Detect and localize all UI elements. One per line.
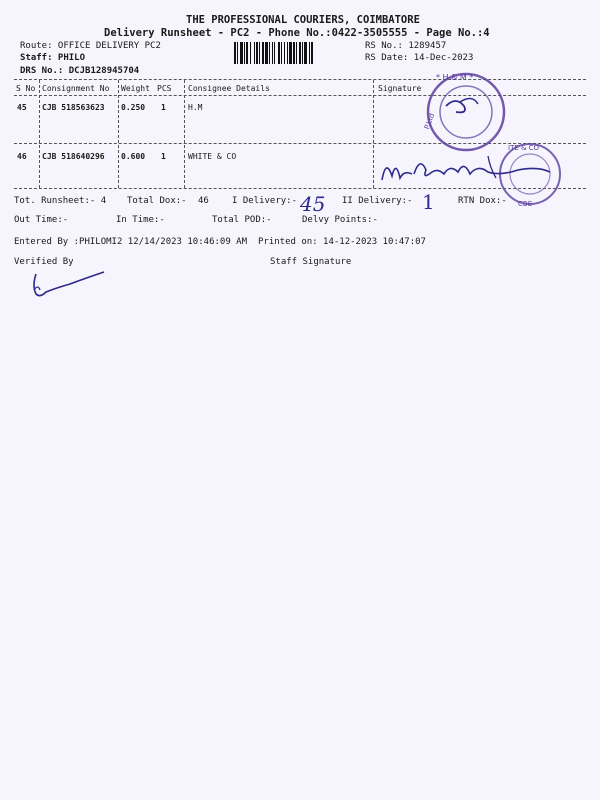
staff-signature-label: Staff Signature (270, 257, 352, 267)
in-time-label: In Time:- (116, 215, 165, 225)
i-delivery-label: I Delivery:- (232, 196, 298, 206)
row1-pcs: 1 (161, 103, 166, 112)
row2-pcs: 1 (161, 152, 166, 161)
rs-number: RS No.: 1289457 (365, 41, 447, 51)
row2-consignment: CJB 518640296 (42, 152, 105, 161)
delvy-points-label: Delvy Points:- (302, 215, 378, 225)
col-header-sno: S No (16, 84, 36, 93)
svg-text:P.Ltd: P.Ltd (422, 112, 437, 131)
rtn-dox-label: RTN Dox:- (458, 196, 507, 206)
verified-by-signature (26, 268, 110, 300)
row1-weight: 0.250 (121, 103, 146, 112)
tot-runsheet: Tot. Runsheet:- 4 (14, 196, 107, 206)
route-text: Route: OFFICE DELIVERY PC2 (20, 41, 161, 51)
i-delivery-handwritten: 45 (300, 192, 326, 216)
col-header-signature: Signature (378, 84, 422, 93)
barcode (233, 42, 355, 64)
row1-consignee: H.M (188, 103, 203, 112)
drs-number: DRS No.: DCJB128945704 (20, 66, 140, 76)
svg-text:* H & M *: * H & M * (436, 73, 474, 82)
row2-weight: 0.600 (121, 152, 146, 161)
out-time-label: Out Time:- (14, 215, 69, 225)
ii-delivery-label: II Delivery:- (342, 196, 413, 206)
row1-consignment: CJB 518563623 (42, 103, 105, 112)
company-title: THE PROFESSIONAL COURIERS, COIMBATORE (186, 14, 420, 26)
staff-text: Staff: PHILO (20, 53, 86, 63)
rs-date: RS Date: 14-Dec-2023 (365, 53, 474, 63)
row1-sno: 45 (17, 103, 27, 112)
handwritten-signature-row2 (378, 150, 578, 190)
total-dox-label: Total Dox:- (127, 196, 187, 206)
printed-on: Printed on: 14-12-2023 10:47:07 (258, 237, 426, 247)
col-header-consignee: Consignee Details (188, 84, 270, 93)
col-header-consignment: Consignment No (42, 84, 110, 93)
total-pod-label: Total POD:- (212, 215, 272, 225)
svg-text:ITE & CO: ITE & CO (508, 144, 540, 152)
runsheet-title: Delivery Runsheet - PC2 - Phone No.:0422-3505555 - Page No.:4 (104, 27, 490, 39)
svg-text:CBE: CBE (518, 200, 533, 208)
total-dox-value: 46 (198, 196, 209, 206)
entered-by: Entered By :PHILOMI2 12/14/2023 10:46:09 AM (14, 237, 247, 247)
verified-by-label: Verified By (14, 257, 74, 267)
col-header-weight: Weight (121, 84, 150, 93)
row2-consignee: WHITE & CO (188, 152, 237, 161)
ii-delivery-handwritten: 1 (422, 190, 435, 214)
row2-sno: 46 (17, 152, 27, 161)
col-header-pcs: PCS (157, 84, 172, 93)
